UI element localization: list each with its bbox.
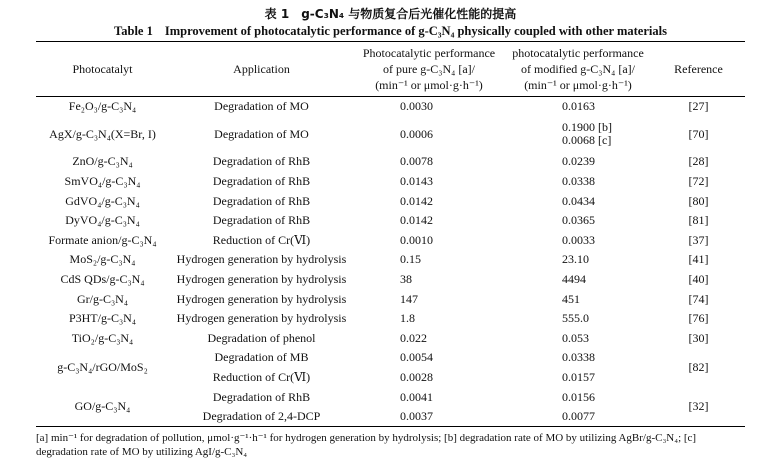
cell-reference: [80]	[688, 193, 709, 208]
cell-reference: [40]	[688, 271, 709, 286]
cell-modified: 0.0338	[562, 173, 595, 188]
cell-catalyst: AgX/g-C₃N₄(X=Br, I)	[49, 126, 156, 141]
cell-modified: 0.053	[562, 330, 589, 345]
cell-catalyst: DyVO₄/g-C₃N₄	[65, 213, 140, 228]
table-row	[36, 387, 745, 407]
table-row	[36, 348, 745, 368]
header-photocatalyst: Photocatalyt	[72, 62, 133, 76]
table-row	[36, 230, 745, 250]
table-row	[36, 116, 745, 152]
cell-modified: 451	[562, 291, 580, 306]
cell-application: Hydrogen generation by hydrolysis	[176, 252, 347, 267]
cell-pure: 0.022	[400, 330, 427, 345]
cell-modified: 0.0434	[562, 193, 595, 208]
cell-catalyst: ZnO/g-C₃N₄	[72, 154, 133, 169]
table-row	[36, 211, 745, 231]
cell-catalyst: P3HT/g-C₃N₄	[68, 311, 137, 326]
cell-reference: [27]	[688, 99, 709, 114]
header-pure-performance: Photocatalytic performance of pure g-C₃N₄ [a]/ (min⁻¹ or μmol·g·h⁻¹)	[362, 46, 496, 92]
cell-catalyst: CdS QDs/g-C₃N₄	[60, 271, 145, 286]
cell-pure: 1.8	[400, 311, 415, 326]
cell-reference: [41]	[688, 252, 709, 267]
table-row	[36, 250, 745, 270]
cell-pure: 0.0028	[400, 369, 433, 384]
table-row	[36, 172, 745, 192]
cell-modified: 23.10	[562, 252, 589, 267]
cell-modified: 555.0	[562, 311, 589, 326]
header-row	[36, 42, 745, 97]
cell-application: Degradation of MO	[214, 126, 309, 141]
cell-reference: [37]	[688, 232, 709, 247]
cell-application: Degradation of RhB	[212, 173, 311, 188]
cell-pure: 0.0142	[400, 213, 433, 228]
cell-pure: 0.0037	[400, 408, 433, 423]
table-body	[36, 97, 745, 427]
cell-pure: 0.0041	[400, 389, 433, 404]
table-footnote: [a] min⁻¹ for degradation of pollution, μmol·g⁻¹·h⁻¹ for hydrogen generation by hydrolysis; [b] degradation rate of MO by utilizing AgBr/g-C₃N₄; [c] degradation rate of MO by utilizing AgI/g-C₃N₄	[36, 432, 697, 458]
cell-modified: 0.0338	[562, 350, 595, 365]
cell-catalyst: GdVO₄/g-C₃N₄	[65, 193, 140, 208]
cell-catalyst: Formate anion/g-C₃N₄	[48, 232, 157, 247]
cell-application: Hydrogen generation by hydrolysis	[176, 291, 347, 306]
cell-modified: 0.0157	[562, 369, 595, 384]
cell-reference: [30]	[688, 330, 709, 345]
cell-catalyst: Gr/g-C₃N₄	[76, 291, 129, 306]
cell-catalyst: SmVO₄/g-C₃N₄	[64, 173, 141, 188]
modified-value: 0.0068 [c]	[562, 133, 612, 148]
cell-application: Degradation of 2,4-DCP	[202, 408, 321, 423]
header-modified-performance: photocatalytic performance of modified g-C₃N₄ [a]/ (min⁻¹ or μmol·g·h⁻¹)	[512, 46, 644, 92]
table-row	[36, 289, 745, 309]
cell-application: Degradation of phenol	[207, 330, 316, 345]
performance-table	[36, 41, 745, 427]
cell-reference: [82]	[688, 360, 709, 375]
cell-modified: 0.0239	[562, 154, 595, 169]
cell-reference: [74]	[688, 291, 709, 306]
table-row	[36, 270, 745, 290]
cell-modified: 0.0077	[562, 408, 595, 423]
caption-title: Improvement of photocatalytic performance of g-C₃N₄ physically coupled with other materials	[164, 24, 667, 38]
cell-catalyst: MoS₂/g-C₃N₄	[69, 252, 136, 267]
table-header	[36, 42, 745, 97]
cell-reference: [70]	[688, 126, 709, 141]
cell-reference: [28]	[688, 154, 709, 169]
cell-application: Degradation of MB	[214, 350, 309, 365]
modified-value: 0.1900 [b]	[562, 120, 612, 135]
cell-application: Degradation of RhB	[212, 213, 311, 228]
table-row	[36, 152, 745, 172]
cell-pure: 0.0078	[400, 154, 433, 169]
cell-application: Hydrogen generation by hydrolysis	[176, 271, 347, 286]
cell-application: Degradation of MO	[214, 99, 309, 114]
cell-pure: 0.0030	[400, 99, 433, 114]
cell-reference: [72]	[688, 173, 709, 188]
cell-reference: [81]	[688, 213, 709, 228]
cell-pure: 147	[400, 291, 418, 306]
cell-modified: 0.0365	[562, 213, 595, 228]
cell-application: Degradation of RhB	[212, 389, 311, 404]
table-row	[36, 328, 745, 348]
cell-catalyst: g-C₃N₄/rGO/MoS₂	[57, 360, 148, 375]
table-row	[36, 97, 745, 117]
cell-pure: 0.0143	[400, 173, 433, 188]
cell-catalyst: Fe₂O₃/g-C₃N₄	[68, 99, 137, 114]
cell-application: Reduction of Cr(Ⅵ)	[212, 232, 311, 247]
cell-application: Hydrogen generation by hydrolysis	[176, 311, 347, 326]
cell-modified: 4494	[562, 271, 586, 286]
cell-application: Degradation of RhB	[212, 154, 311, 169]
cell-pure: 0.0142	[400, 193, 433, 208]
header-reference: Reference	[674, 62, 723, 76]
cell-modified: 0.0163	[562, 99, 595, 114]
cell-pure: 0.0054	[400, 350, 433, 365]
cell-application: Reduction of Cr(Ⅵ)	[212, 369, 311, 384]
cell-catalyst: GO/g-C₃N₄	[74, 399, 131, 414]
table-row	[36, 191, 745, 211]
cell-application: Degradation of RhB	[212, 193, 311, 208]
caption-english	[0, 24, 781, 39]
caption-chinese: 表 1 g-C₃N₄ 与物质复合后光催化性能的提高	[264, 7, 517, 21]
cell-catalyst: TiO₂/g-C₃N₄	[71, 330, 134, 345]
caption-label: Table 1	[114, 24, 153, 38]
cell-reference: [32]	[688, 399, 709, 414]
cell-pure: 0.0006	[400, 126, 433, 141]
cell-modified	[504, 116, 652, 152]
table-row	[36, 309, 745, 329]
cell-modified: 0.0156	[562, 389, 595, 404]
cell-reference: [76]	[688, 311, 709, 326]
header-application: Application	[233, 62, 290, 76]
cell-pure: 38	[400, 271, 412, 286]
cell-pure: 0.15	[400, 252, 421, 267]
cell-pure: 0.0010	[400, 232, 433, 247]
cell-modified: 0.0033	[562, 232, 595, 247]
